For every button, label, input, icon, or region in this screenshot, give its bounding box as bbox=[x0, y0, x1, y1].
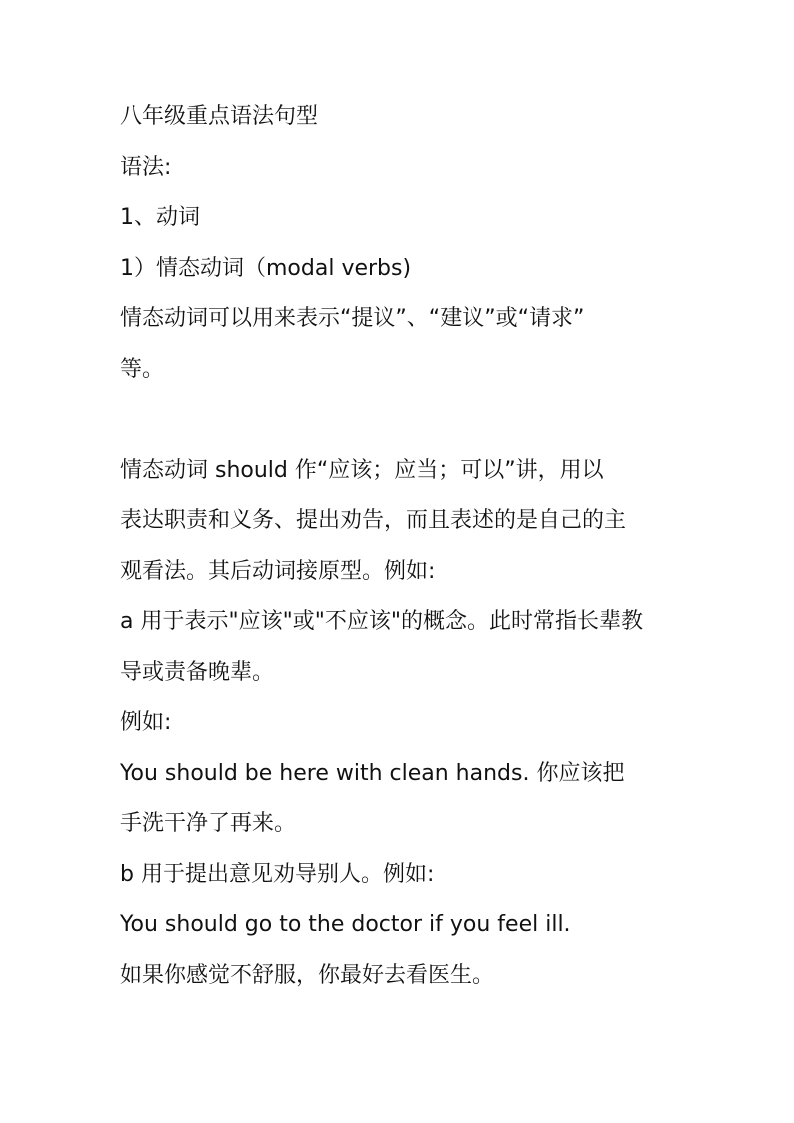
section-label: 语法: bbox=[120, 154, 172, 180]
example-label: 例如: bbox=[120, 710, 172, 735]
heading-modal-verbs: 1）情态动词（modal verbs) bbox=[120, 255, 412, 281]
blank-line bbox=[120, 395, 680, 446]
heading-verbs: 1、动词 bbox=[120, 205, 200, 230]
document-body bbox=[120, 92, 680, 1001]
should-desc-line-2: 表达职责和义务、提出劝告，而且表述的是自己的主 bbox=[120, 508, 627, 533]
intro-line-2: 等。 bbox=[120, 356, 165, 382]
point-a-line-1: a 用于表示"应该"或"不应该"的概念。此时常指长辈教 bbox=[120, 609, 643, 634]
document-title: 八年级重点语法句型 bbox=[120, 104, 319, 129]
should-desc-line-1: 情态动词 should 作“应该；应当；可以”讲，用以 bbox=[120, 457, 604, 483]
example-b-english: You should go to the doctor if you feel ill. bbox=[120, 912, 571, 937]
example-a-line-1: You should be here with clean hands. 你应该把 bbox=[120, 760, 625, 786]
example-b-chinese: 如果你感觉不舒服，你最好去看医生。 bbox=[120, 962, 495, 988]
intro-line-1: 情态动词可以用来表示“提议”、“建议”或“请求” bbox=[120, 306, 585, 331]
point-b: b 用于提出意见劝导别人。例如: bbox=[120, 861, 435, 887]
example-a-line-2: 手洗干净了再来。 bbox=[120, 811, 297, 836]
point-a-line-2: 导或责备晚辈。 bbox=[120, 659, 275, 685]
should-desc-line-3: 观看法。其后动词接原型。例如: bbox=[120, 558, 436, 584]
